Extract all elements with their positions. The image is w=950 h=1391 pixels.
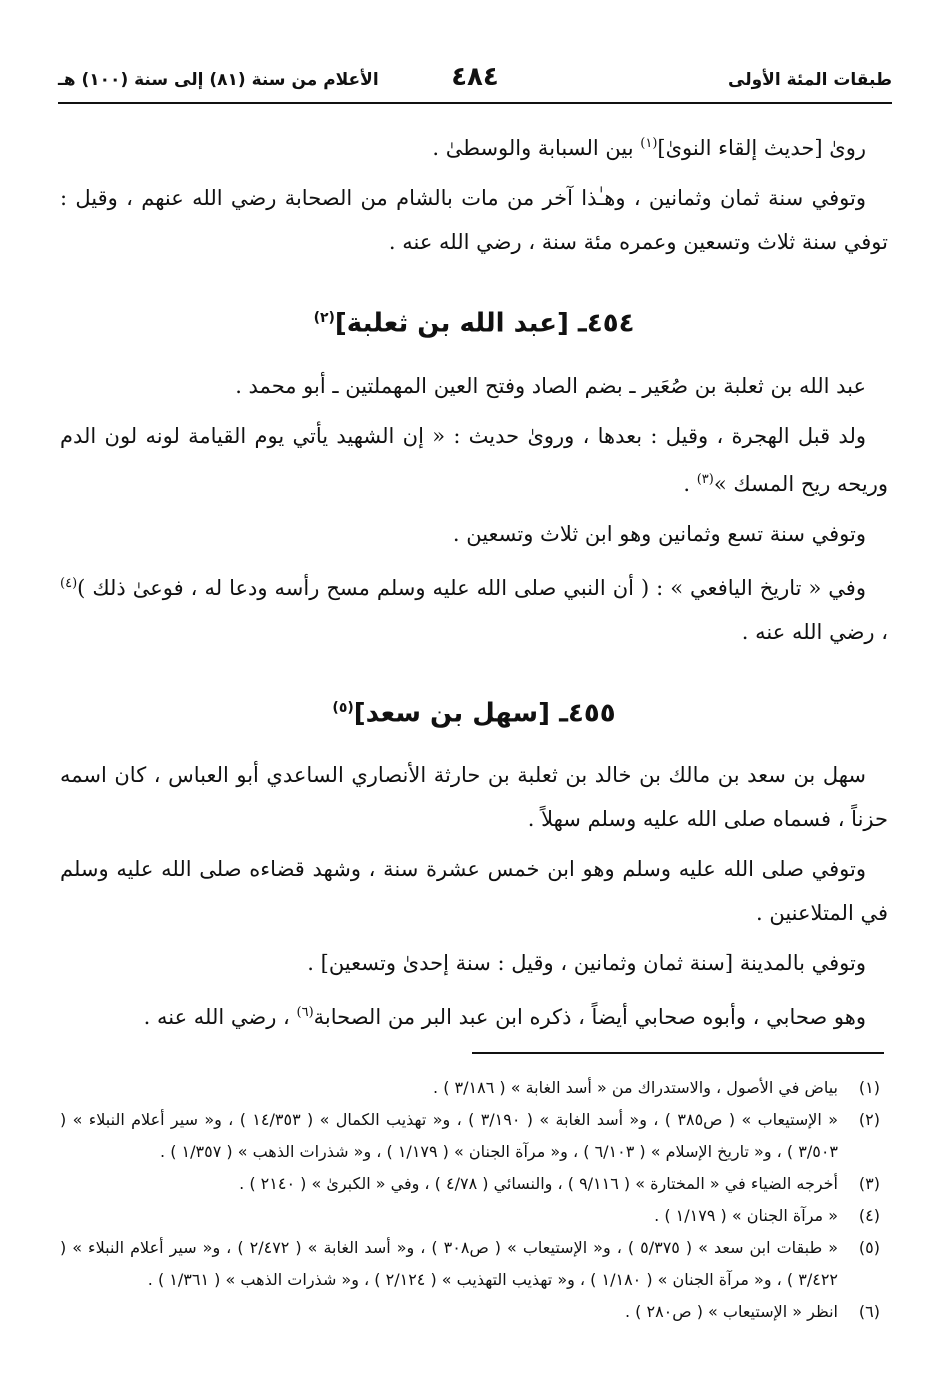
intro-p1-end: بين السبابة والوسطىٰ . — [432, 136, 641, 160]
s454-p4-end: ، رضي الله عنه . — [741, 619, 888, 644]
footnote-ref-3: (٣) — [696, 471, 714, 487]
s454-paragraph-3: وتوفي سنة تسع وثمانين وهو ابن ثلاث وتسعين . — [452, 521, 866, 546]
footnote-number: (٢) — [858, 1110, 880, 1129]
book-title: طبقات المئة الأولى — [728, 70, 892, 90]
s455-p4-text: وهو صحابي ، وأبوه صحابي أيضاً ، ذكره ابن عبد البر من الصحابة — [313, 1005, 866, 1030]
footnote-item — [60, 1232, 888, 1296]
footnote-text: « الإستيعاب » ( ص٣٨٥ ) ، و« أسد الغابة » ( ٣/١٩٠ ) ، و« تهذيب الكمال » ( ١٤/٣٥٣ ) ، و« سير أعلام النبلاء » ( ٣/٥٠٣ ) ، و« تاريخ الإسلام » ( ٦/١٠٣ ) ، و« مرآة الجنان » ( ١/١٧٩ ) ، و« شذرات الذهب » ( ١/٣٥٧ ) . — [60, 1110, 839, 1161]
page-number: ٤٨٤ — [451, 62, 499, 92]
footnote-number: (٤) — [858, 1206, 880, 1225]
footnote-ref-1: (١) — [640, 136, 658, 151]
s454-paragraph-1: عبد الله بن ثعلبة بن صُعَير ـ بضم الصاد وفتح العين المهملتين ـ أبو محمد . — [235, 373, 866, 398]
footnote-ref-4: (٤) — [60, 575, 78, 591]
footnote-ref-2: (٢) — [313, 310, 335, 326]
intro-paragraph-2: وتوفي سنة ثمان وثمانين ، وهـٰذا آخر من مات بالشام من الصحابة رضي الله عنهم ، وقيل : توفي سنة ثلاث وتسعين وعمره مئة سنة ، رضي الله عنه . — [60, 186, 888, 254]
s455-paragraph-4 — [60, 991, 888, 1039]
s454-p4-text: وفي « تاريخ اليافعي » : ( أن النبي صلى الله عليه وسلم مسح رأسه ودعا له ، فوعىٰ ذلك ) — [77, 575, 866, 600]
footnote-ref-6: (٦) — [296, 1005, 314, 1021]
footnote-item — [60, 1200, 888, 1232]
main-text — [60, 122, 888, 1045]
heading-454-text: ٤٥٤ـ [عبد الله بن ثعلبة] — [334, 308, 635, 339]
header-rule — [58, 102, 892, 104]
section-heading-454 — [60, 298, 888, 344]
footnote-number: (٦) — [858, 1302, 880, 1321]
s454-p2-end: . — [683, 471, 697, 496]
s454-paragraph-4 — [60, 562, 888, 654]
footnote-separator — [472, 1052, 884, 1054]
footnote-number: (٣) — [858, 1174, 880, 1193]
footnotes — [60, 1072, 888, 1328]
footnote-text: « مرآة الجنان » ( ١/١٧٩ ) . — [654, 1206, 838, 1225]
footnote-item — [60, 1104, 888, 1168]
s454-p2-text: ولد قبل الهجرة ، وقيل : بعدها ، وروىٰ حديث : « إن الشهيد يأتي يوم القيامة لونه لون الدم وريحه ريح المسك » — [60, 423, 888, 496]
heading-455-text: ٤٥٥ـ [سهل بن سعد] — [353, 698, 616, 729]
footnote-item — [60, 1072, 888, 1104]
s455-paragraph-3: وتوفي بالمدينة [سنة ثمان وثمانين ، وقيل : سنة إحدىٰ وتسعين] . — [307, 951, 866, 976]
footnote-text: أخرجه الضياء في « المختارة » ( ٩/١١٦ ) ، والنسائي ( ٤/٧٨ ) ، وفي « الكبرىٰ » ( ٢١٤٠ ) . — [239, 1174, 838, 1193]
footnote-number: (١) — [858, 1078, 880, 1097]
footnote-item — [60, 1168, 888, 1200]
intro-p1-text: روىٰ [حديث إلقاء النوىٰ] — [657, 136, 866, 160]
footnote-text: انظر « الإستيعاب » ( ص٢٨٠ ) . — [624, 1302, 838, 1321]
footnote-ref-5: (٥) — [332, 699, 354, 716]
s454-paragraph-2 — [60, 414, 888, 506]
s455-paragraph-2: وتوفي صلى الله عليه وسلم وهو ابن خمس عشرة سنة ، وشهد قضاءه صلى الله عليه وسلم في المتلاعنين . — [60, 857, 888, 926]
range-label: الأعلام من سنة (٨١) إلى سنة (١٠٠) هـ — [58, 70, 379, 90]
intro-paragraph-1 — [60, 122, 888, 170]
section-heading-455 — [60, 688, 888, 734]
footnote-text: بياض في الأصول ، والاستدراك من « أسد الغابة » ( ٣/١٨٦ ) . — [433, 1078, 838, 1097]
s455-p4-end: ، رضي الله عنه . — [143, 1005, 297, 1030]
running-header — [58, 62, 892, 102]
footnote-text: « طبقات ابن سعد » ( ٥/٣٧٥ ) ، و« الإستيعاب » ( ص٣٠٨ ) ، و« أسد الغابة » ( ٢/٤٧٢ ) ، و« سير أعلام النبلاء » ( ٣/٤٢٢ ) ، و« مرآة الجنان » ( ١/١٨٠ ) ، و« تهذيب التهذيب » ( ٢/١٢٤ ) ، و« شذرات الذهب » ( ١/٣٦١ ) . — [60, 1238, 838, 1289]
footnote-number: (٥) — [858, 1238, 880, 1257]
footnote-item — [60, 1296, 888, 1328]
s455-paragraph-1: سهل بن سعد بن مالك بن خالد بن ثعلبة بن حارثة الأنصاري الساعدي أبو العباس ، كان اسمه حزناً ، فسماه صلى الله عليه وسلم سهلاً . — [60, 763, 888, 832]
